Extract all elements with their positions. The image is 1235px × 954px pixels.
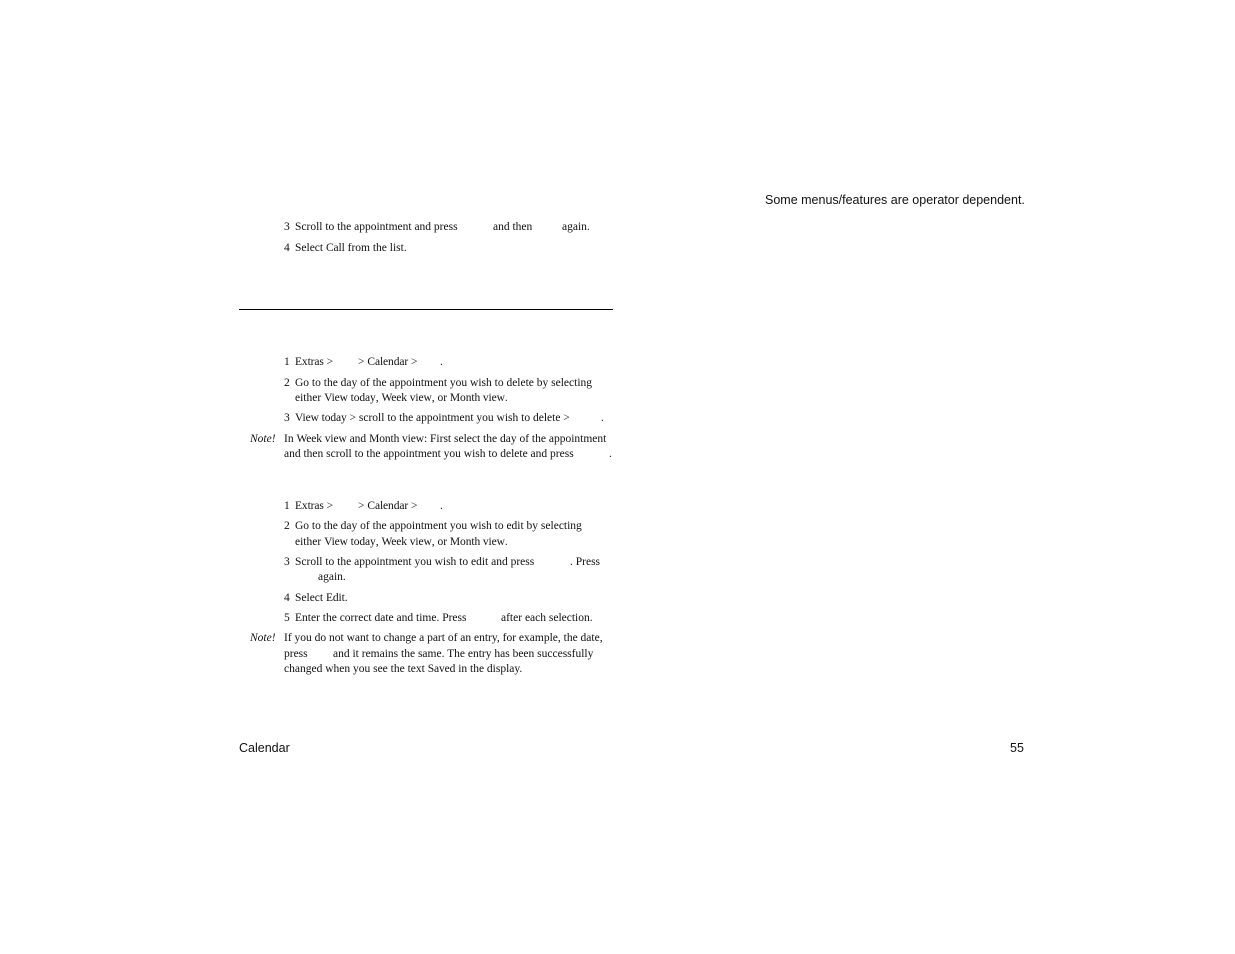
step-number: 5 [284,612,290,624]
step-number: 2 [284,520,290,532]
step-number: 1 [284,500,290,512]
note-text: changed when you see the text Saved in the display. [284,663,523,675]
note-text: In Week view and Month view: First select the day of the appointment [284,433,607,445]
step-text: again. [318,571,346,583]
step-text: Select Edit. [295,592,348,604]
note-text: If you do not want to change a part of an entry, for example, the date, [284,632,603,644]
step-text: View today > scroll to the appointment you wish to delete > [295,412,570,424]
operator-note: Some menus/features are operator dependent. [765,193,1025,207]
step-text: and then [493,221,533,233]
step-number: 3 [284,412,290,424]
step-number: 4 [284,592,290,604]
note-text: and it remains the same. The entry has been successfully [333,648,594,660]
step-text: after each selection. [501,612,593,624]
menu-path: Extras > [295,500,334,512]
note-label: Note! [250,632,276,644]
step-text: Go to the day of the appointment you wish to delete by selecting [295,377,593,389]
step-number: 3 [284,556,290,568]
step-text: Go to the day of the appointment you wish to edit by selecting [295,520,582,532]
step-number: 4 [284,242,290,254]
section-divider [239,309,613,310]
step-number: 2 [284,377,290,389]
step-text: either View today, Week view, or Month view. [295,536,508,548]
footer-section-title: Calendar [239,741,290,755]
step-text: Select Call from the list. [295,242,407,254]
step-text: either View today, Week view, or Month view. [295,392,508,404]
step-number: 1 [284,356,290,368]
step-number: 3 [284,221,290,233]
step-text: Scroll to the appointment you wish to edit and press [295,556,535,568]
menu-path: Extras > [295,356,334,368]
menu-call: Call [325,242,345,254]
menu-edit: Edit [325,592,345,604]
note-text: and then scroll to the appointment you wish to delete and press [284,448,574,460]
note-text: press [284,648,308,660]
menu-path: > Calendar > [358,500,418,512]
step-text: Enter the correct date and time. Press [295,612,467,624]
step-text: Scroll to the appointment and press [295,221,458,233]
note-label: Note! [250,433,276,445]
step-text: again. [562,221,590,233]
menu-path: > Calendar > [358,356,418,368]
page-number: 55 [1010,741,1024,755]
